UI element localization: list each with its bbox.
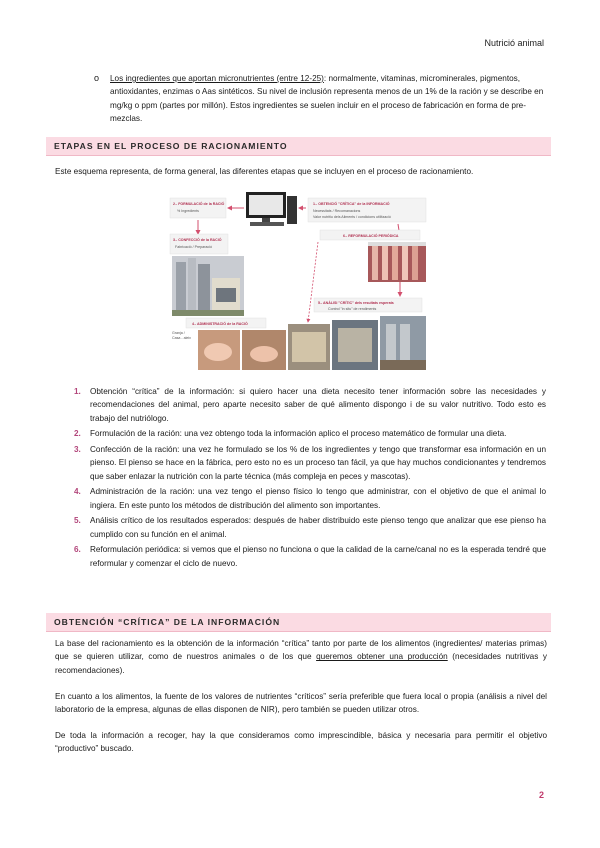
section-heading-obtencion [46,613,551,632]
section2-p1-end: (necesidades nutritivas y recomendaciones). [55,652,548,675]
section2-p1-underlined: queremos obtener una producción [316,652,448,662]
diagram-sub-confeccion: Fabricació / Preparació [175,245,212,249]
list-item [74,543,546,570]
diagram-sub-obtencion-1: Necessitats / Recomanacions [313,209,361,213]
diagram-box-formulacion [170,198,226,218]
section-heading-etapas-text: ETAPAS EN EL PROCESO DE RACIONAMIENTO [54,141,288,151]
step-label: Reformulación periódica [90,545,179,555]
list-item [74,443,546,483]
step-number: 4. [74,487,81,497]
bullet-lead: Los ingredientes que aportan micronutrientes (entre 12-25) [110,74,324,83]
step-number: 2. [74,429,81,439]
list-item [74,385,546,425]
meat-carcass-photo [368,242,426,282]
section2-p1-start: La base del racionamiento es la obtención de la información “crítica” tanto por parte de los alimentos (ingredientes/ materias primas) que se quieren utilizar, como de nuestros animales o de los que [55,639,547,662]
step-text: : una vez obtengo toda la información aplico el proceso matemático de formular una dieta. [179,429,507,439]
step-number: 5. [74,516,81,526]
diagram-box-confeccion [170,234,228,254]
section2-paragraph-3: De toda la información a recoger, hay la que consideramos como imprescindible, básica y necesaria para permitir el objetivo “productivo” buscado. [55,731,547,754]
diagram-sub-obtencion-2: Valor nutritiu dels Aliments / condicions utilització [313,215,391,219]
diagram-label-analisis: 5.- ANÀLISI "CRÍTIC" dels resultats esperats [318,301,394,305]
section-heading-obtencion-text: OBTENCIÓN “CRÍTICA” DE LA INFORMACIÓN [54,617,281,627]
step-text: : si vemos que el pienso no funciona o que la calidad de la carne/canal no es la esperada tendré que reformular y comenzar el ciclo de nuevo. [90,545,546,568]
section1-intro: Este esquema representa, de forma general, las diferentes etapas que se incluyen en el proceso de racionamiento. [55,167,474,176]
feed-factory-photo [172,256,244,316]
section2-paragraph-1 [55,637,547,677]
diagram-label-reformulacion: 6.- REFORMULACIÓ PERIÓDICA [343,234,399,238]
list-item [74,427,546,440]
list-item [74,514,547,541]
diagram-label-administracion: 4.- ADMINISTRACIÓ de la RACIÓ [192,322,248,326]
diagram-sub-formulacion: % Ingredients [177,209,199,213]
micronutrient-bullet [94,72,550,126]
step-label: Confección de la ración [90,445,178,454]
diagram-sub-administracion-1: Granja / [172,331,185,335]
step-text: : una vez he formulado se los % de los ingredientes y tengo que transformar esa información en un pienso. El pienso se hace en la fábrica, pero esto no es un proceso tan fácil, ya que hay muchos condicionantes y tendremos que saber enlazar la nutrición con la parte técnica (más compleja en peces y mascotas). [90,445,546,481]
step-number: 1. [74,387,81,396]
step-label: Obtención “crítica” de la información [90,387,232,396]
diagram-label-formulacion: 2.- FORMULACIÓ de la RACIÓ [173,202,225,206]
list-item [74,485,546,512]
bullet-text: : normalmente, vitaminas, microminerales, pigmentos, antioxidantes, enzimas o Aas sintéticos. Su nivel de inclusión representa menos de un 1% de la ración y se describe en mg/kg o ppm (partes por millón). Estos ingredientes se suelen incluir en el proceso de fabricación en forma de pre-mezclas. [110,74,544,124]
step-label: Formulación de la ración [90,429,180,439]
diagram-label-obtencion: 1.- OBTENCIÓ "CRÍTICA" de la INFORMACIÓ [313,202,390,206]
diagram-sub-analisis: Control "in situ" de rendiments [328,307,377,311]
step-text: : una vez tengo el pienso físico lo tengo que administrar, con el objetivo de que el animal lo ingiera. En este punto los métodos de distribución del alimento son importantes. [90,487,546,510]
step-label: Administración de la ración [90,487,193,497]
keyboard-icon [250,222,284,226]
diagram-sub-administracion-2: Casa - aleix [172,336,191,340]
step-text: : después de haber distribuido este pienso tengo que analizar que ese pienso ha cumplido con su función en el animal. [90,516,547,539]
bullet-circle-icon: o [94,73,100,83]
page-header-title: Nutrició animal [484,38,544,48]
step-number: 3. [74,445,81,454]
step-text: : si quiero hacer una dieta necesito tener información sobre las necesidades y recomendaciones del animal, pero aparte necesito saber de qué alimento dispongo i de su valor nutritivo. Todo esto es trabajo del nutriólogo. [90,387,546,423]
section-heading-etapas [46,137,551,156]
diagram-label-confeccion: 3.- CONFECCIÓ de la RACIÓ [173,238,222,242]
steps-list [74,385,547,572]
section2-paragraph-2: En cuanto a los alimentos, la fuente de los valores de nutrientes “críticos” sería preferible que fuera local o propia (análisis a nivel del laboratorio de la empresa, algunas de ellas disponen de NIR), pero también se pueden utilizar otros. [55,692,547,715]
page-number: 2 [538,790,544,800]
step-label: Análisis crítico de los resultados esperados [90,516,249,526]
racionamiento-diagram [168,192,428,372]
step-number: 6. [74,545,81,555]
